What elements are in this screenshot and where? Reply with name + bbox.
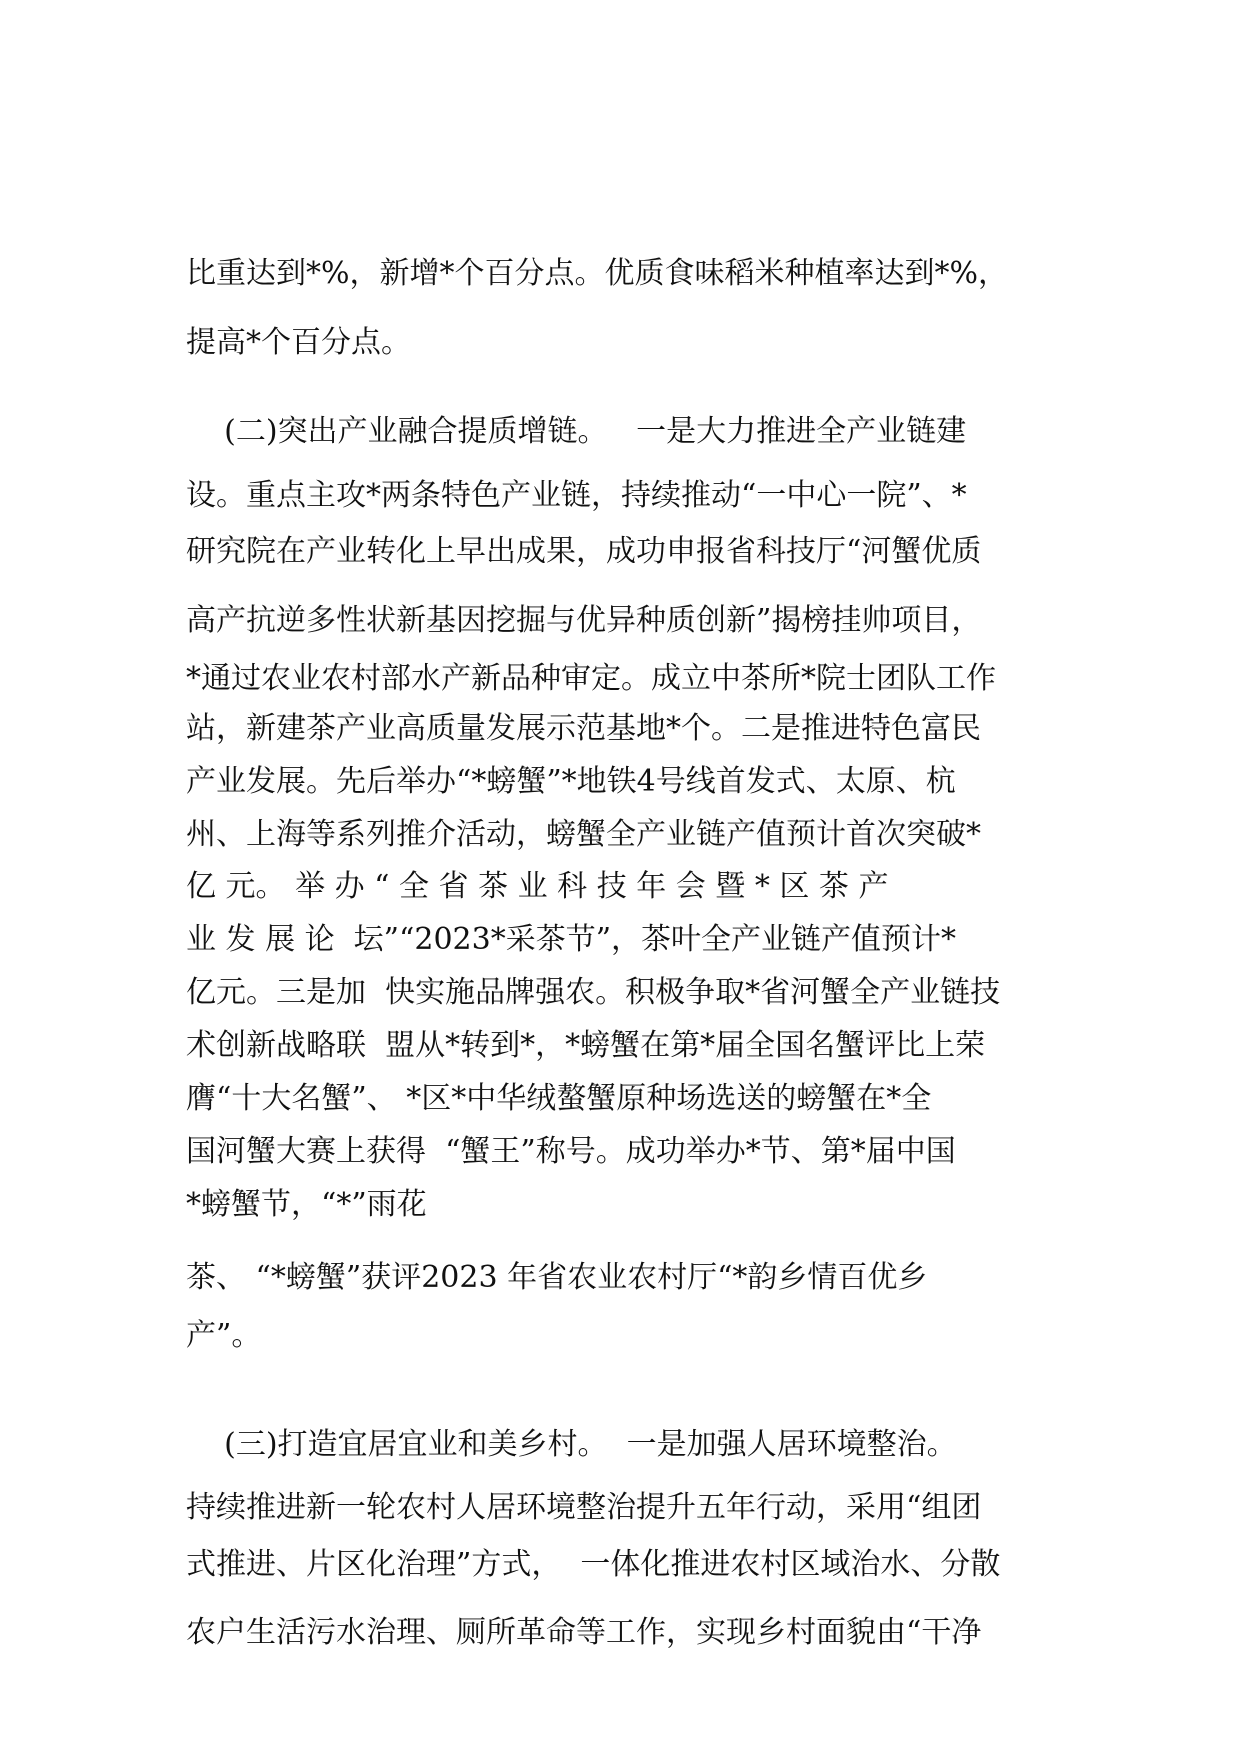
text-line: 研究院在产业转化上早出成果，成功申报省科技厅“河蟹优质 [186,534,982,569]
text-line: 州、上海等系列推介活动，螃蟹全产业链产值预计首次突破* [186,817,981,852]
text-line: 亿 元。 举 办 “ 全 省 茶 业 科 技 年 会 暨 * 区 茶 产 [186,869,889,904]
text-line: 茶、 “*螃蟹”获评2023 年省农业农村厅“*韵乡情百优乡 [186,1260,928,1295]
section-heading-line: (三)打造宜居宜业和美乡村。 一是加强人居环境整治。 [186,1427,957,1462]
text-line: *螃蟹节，“*”雨花 [186,1187,427,1222]
text-line: 比重达到*%，新增*个百分点。优质食味稻米种植率达到*%， [186,256,1009,291]
text-line: 农户生活污水治理、厕所革命等工作，实现乡村面貌由“干净 [186,1615,982,1650]
text-line: 业 发 展 论 坛”“2023*采茶节”，茶叶全产业链产值预计* [186,922,957,957]
text-line: 亿元。三是加 快实施品牌强农。积极争取*省河蟹全产业链技 [186,975,1001,1010]
text-line: 持续推进新一轮农村人居环境整治提升五年行动，采用“组团 [186,1490,982,1525]
text-line: 产业发展。先后举办“*螃蟹”*地铁4号线首发式、太原、杭 [186,764,956,799]
text-line: 产”。 [186,1318,262,1353]
text-line: 高产抗逆多性状新基因挖掘与优异种质创新”揭榜挂帅项目， [186,603,982,638]
text-line: 提高*个百分点。 [186,325,411,360]
text-line: 式推进、片区化治理”方式， 一体化推进农村区域治水、分散 [186,1547,1001,1582]
text-line: 国河蟹大赛上获得 “蟹王”称号。成功举办*节、第*届中国 [186,1134,956,1169]
text-line: 术创新战略联 盟从*转到*，*螃蟹在第*届全国名蟹评比上荣 [186,1028,986,1063]
text-line: 设。重点主攻*两条特色产业链，持续推动“一中心一院”、* [186,478,967,513]
text-line: *通过农业农村部水产新品种审定。成立中茶所*院士团队工作 [186,661,996,696]
section-heading-line: (二)突出产业融合提质增链。 一是大力推进全产业链建 [186,414,967,449]
text-line: 站，新建茶产业高质量发展示范基地*个。二是推进特色富民 [186,711,981,746]
text-line: 膺“十大名蟹”、 *区*中华绒螯蟹原种场选送的螃蟹在*全 [186,1081,932,1116]
